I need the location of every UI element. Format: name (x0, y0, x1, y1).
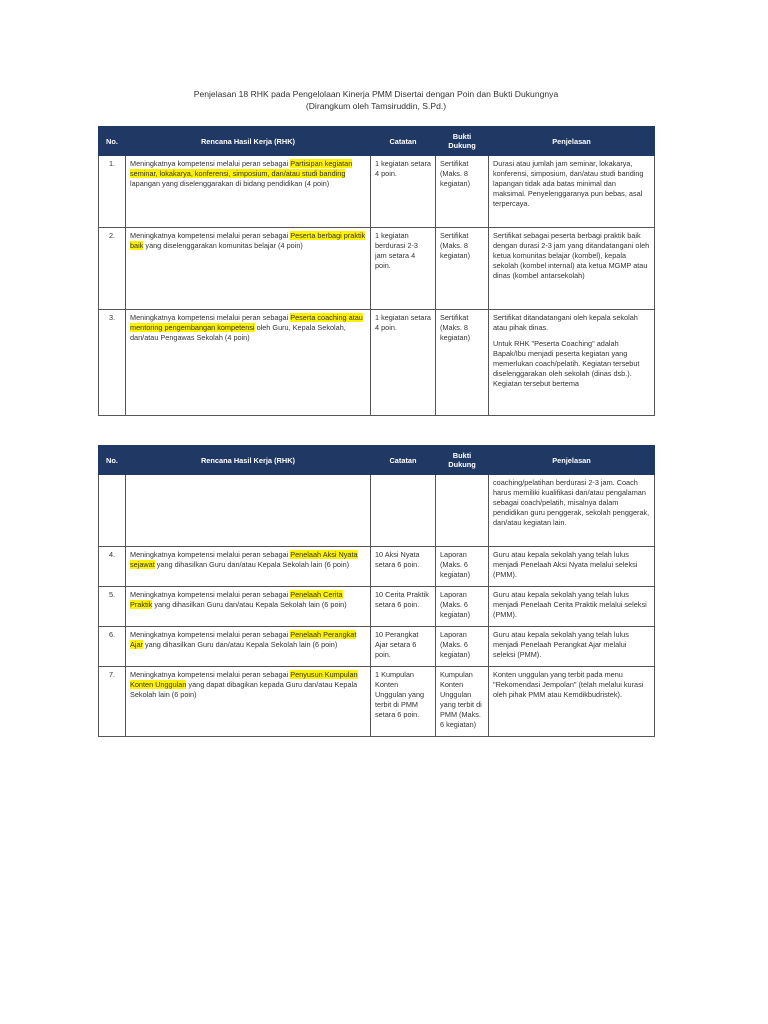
bukti-cell: Kumpulan Konten Unggulan yang terbit di PMM (Maks. 6 kegiatan) (436, 667, 489, 737)
row-number: 5. (99, 587, 126, 627)
rhk-highlight: Peserta berbagi praktik baik (130, 231, 366, 250)
row-number: 3. (99, 310, 126, 416)
rhk-cell (126, 547, 371, 587)
penjelasan-cell: Sertifikat sebagai peserta berbagi praktik baik dengan durasi 2-3 jam yang ditandatangani oleh ketua komunitas belajar (kombel), kepala sekolah (kombel internal) ata ketua MGMP atau dinas (kombel antarsekolah) (489, 228, 655, 310)
bukti-cell: Sertifikat (Maks. 8 kegiatan) (436, 156, 489, 228)
rhk-text-end: oleh Guru, Kepala Sekolah, dan/atau Pengawas Sekolah (4 poin) (130, 323, 346, 342)
rhk-highlight: Penyusun Kumpulan Konten Unggulan (130, 670, 358, 689)
catatan-cell: 1 kegiatan berdurasi 2-3 jam setara 4 poin. (371, 228, 436, 310)
catatan-cell: 10 Perangkat Ajar setara 6 poin. (371, 627, 436, 667)
table-row (99, 627, 655, 667)
rhk-text-end: yang diselenggarakan komunitas belajar (4 poin) (143, 241, 303, 250)
rhk-cell (126, 667, 371, 737)
rhk-highlight: Penelaah Cerita Praktik (130, 590, 343, 609)
table-header-row (99, 127, 655, 156)
header-rhk: Rencana Hasil Kerja (RHK) (126, 127, 371, 156)
catatan-cell: 1 Kumpulan Konten Unggulan yang terbit di PMM setara 6 poin. (371, 667, 436, 737)
rhk-text: Meningkatnya kompetensi melalui peran sebagai (130, 630, 291, 639)
rhk-text: Meningkatnya kompetensi melalui peran sebagai (130, 313, 291, 322)
row-number: 1. (99, 156, 126, 228)
rhk-cell (126, 156, 371, 228)
header-catatan: Catatan (371, 127, 436, 156)
title-line-1: Penjelasan 18 RHK pada Pengelolaan Kinerja PMM Disertai dengan Poin dan Bukti Dukungnya (193, 89, 559, 99)
table-header-row (99, 446, 655, 475)
rhk-text-end: yang dihasilkan Guru dan/atau Kepala Sekolah lain (6 poin) (152, 600, 347, 609)
header-bukti-line-2: Dukung (448, 141, 476, 150)
rhk-cell (126, 310, 371, 416)
bukti-cell: Sertifikat (Maks. 8 kegiatan) (436, 228, 489, 310)
header-bukti-line-1: Bukti (452, 451, 472, 460)
bukti-cell: Laporan (Maks. 6 kegiatan) (436, 627, 489, 667)
rhk-text: Meningkatnya kompetensi melalui peran sebagai (130, 550, 291, 559)
penjelasan-text-2: Untuk RHK "Peserta Coaching" adalah Bapak/Ibu menjadi peserta kegiatan yang memerlukan coach/pelatih. Kegiatan tersebut diselenggarakan oleh sekolah (dinas dsb.). Kegiatan tersebut bertema (493, 339, 640, 388)
table-row (99, 667, 655, 737)
rhk-highlight: Partisipan kegiatan seminar, lokakarya, konferensi, simposium, dan/atau studi banding (130, 159, 353, 178)
table-row (99, 547, 655, 587)
rhk-highlight: Peserta coaching atau mentoring pengembangan kompetensi (130, 313, 363, 332)
rhk-text-end: yang dihasilkan Guru dan/atau Kepala Sekolah lain (6 poin) (142, 640, 338, 649)
document-title (98, 88, 654, 112)
title-line-2: (Dirangkum oleh Tamsiruddin, S.Pd.) (305, 101, 447, 111)
table-row (99, 310, 655, 416)
row-number: 6. (99, 627, 126, 667)
bukti-cell (436, 475, 489, 547)
table-row (99, 587, 655, 627)
bukti-cell: Laporan (Maks. 6 kegiatan) (436, 587, 489, 627)
header-bukti-dukung (436, 446, 489, 475)
rhk-table-page-1 (98, 126, 655, 416)
row-number: 4. (99, 547, 126, 587)
penjelasan-cell: Guru atau kepala sekolah yang telah lulus menjadi Penelaah Aksi Nyata melalui seleksi (PMM). (489, 547, 655, 587)
catatan-cell: 10 Aksi Nyata setara 6 poin. (371, 547, 436, 587)
catatan-cell: 1 kegiatan setara 4 poin. (371, 156, 436, 228)
penjelasan-cell: Konten unggulan yang terbit pada menu "Rekomendasi Jempolan" (telah melalui kurasi oleh pihak PMM atau Kemdikbudristek). (489, 667, 655, 737)
rhk-cell (126, 627, 371, 667)
rhk-text-end: yang dapat dibagikan kepada Guru dan/atau Kepala Sekolah lain (6 poin) (130, 680, 358, 699)
rhk-text: Meningkatnya kompetensi melalui peran sebagai (130, 670, 291, 679)
bukti-cell: Laporan (Maks. 6 kegiatan) (436, 547, 489, 587)
row-number: 2. (99, 228, 126, 310)
penjelasan-cell (489, 310, 655, 416)
rhk-cell (126, 587, 371, 627)
header-no: No. (99, 446, 126, 475)
penjelasan-text: Sertifikat ditandatangani oleh kepala sekolah atau pihak dinas. (493, 313, 638, 332)
penjelasan-cell: Guru atau kepala sekolah yang telah lulus menjadi Penelaah Cerita Praktik melalui seleksi (PMM). (489, 587, 655, 627)
header-bukti-line-1: Bukti (452, 132, 472, 141)
catatan-cell: 10 Cerita Praktik setara 6 poin. (371, 587, 436, 627)
rhk-text-end: lapangan yang diselenggarakan di bidang pendidikan (4 poin) (130, 179, 330, 188)
rhk-text: Meningkatnya kompetensi melalui peran sebagai (130, 231, 291, 240)
header-catatan: Catatan (371, 446, 436, 475)
header-bukti-dukung (436, 127, 489, 156)
penjelasan-cell: Guru atau kepala sekolah yang telah lulus menjadi Penelaah Perangkat Ajar melalui seleksi (PMM). (489, 627, 655, 667)
header-bukti-line-2: Dukung (448, 460, 476, 469)
bukti-cell: Sertifikat (Maks. 8 kegiatan) (436, 310, 489, 416)
header-no: No. (99, 127, 126, 156)
rhk-highlight: Penelaah Aksi Nyata sejawat (130, 550, 358, 569)
rhk-text: Meningkatnya kompetensi melalui peran sebagai (130, 159, 291, 168)
header-penjelasan: Penjelasan (489, 446, 655, 475)
header-rhk: Rencana Hasil Kerja (RHK) (126, 446, 371, 475)
penjelasan-cell: Durasi atau jumlah jam seminar, lokakarya, konferensi, simposium, dan/atau studi banding lapangan tidak ada batas minimal dan maksimal. Penyelenggaranya pun bebas, asal terpercaya. (489, 156, 655, 228)
rhk-highlight: Penelaah Perangkat Ajar (130, 630, 357, 649)
table-row (99, 156, 655, 228)
table-row (99, 228, 655, 310)
rhk-text-end: yang dihasilkan Guru dan/atau Kepala Sekolah lain (6 poin) (154, 560, 350, 569)
catatan-cell: 1 kegiatan setara 4 poin. (371, 310, 436, 416)
rhk-cell (126, 228, 371, 310)
catatan-cell (371, 475, 436, 547)
row-number (99, 475, 126, 547)
rhk-table-page-2 (98, 445, 655, 737)
rhk-text: Meningkatnya kompetensi melalui peran sebagai (130, 590, 291, 599)
penjelasan-cell: coaching/pelatihan berdurasi 2-3 jam. Coach harus memiliki kualifikasi dan/atau pengalaman sebagai coach/pelatih, misalnya dalam pendidikan guru penggerak, sekolah penggerak, dan/atau kegiatan lain. (489, 475, 655, 547)
row-number: 7. (99, 667, 126, 737)
table-row (99, 475, 655, 547)
header-penjelasan: Penjelasan (489, 127, 655, 156)
rhk-cell (126, 475, 371, 547)
